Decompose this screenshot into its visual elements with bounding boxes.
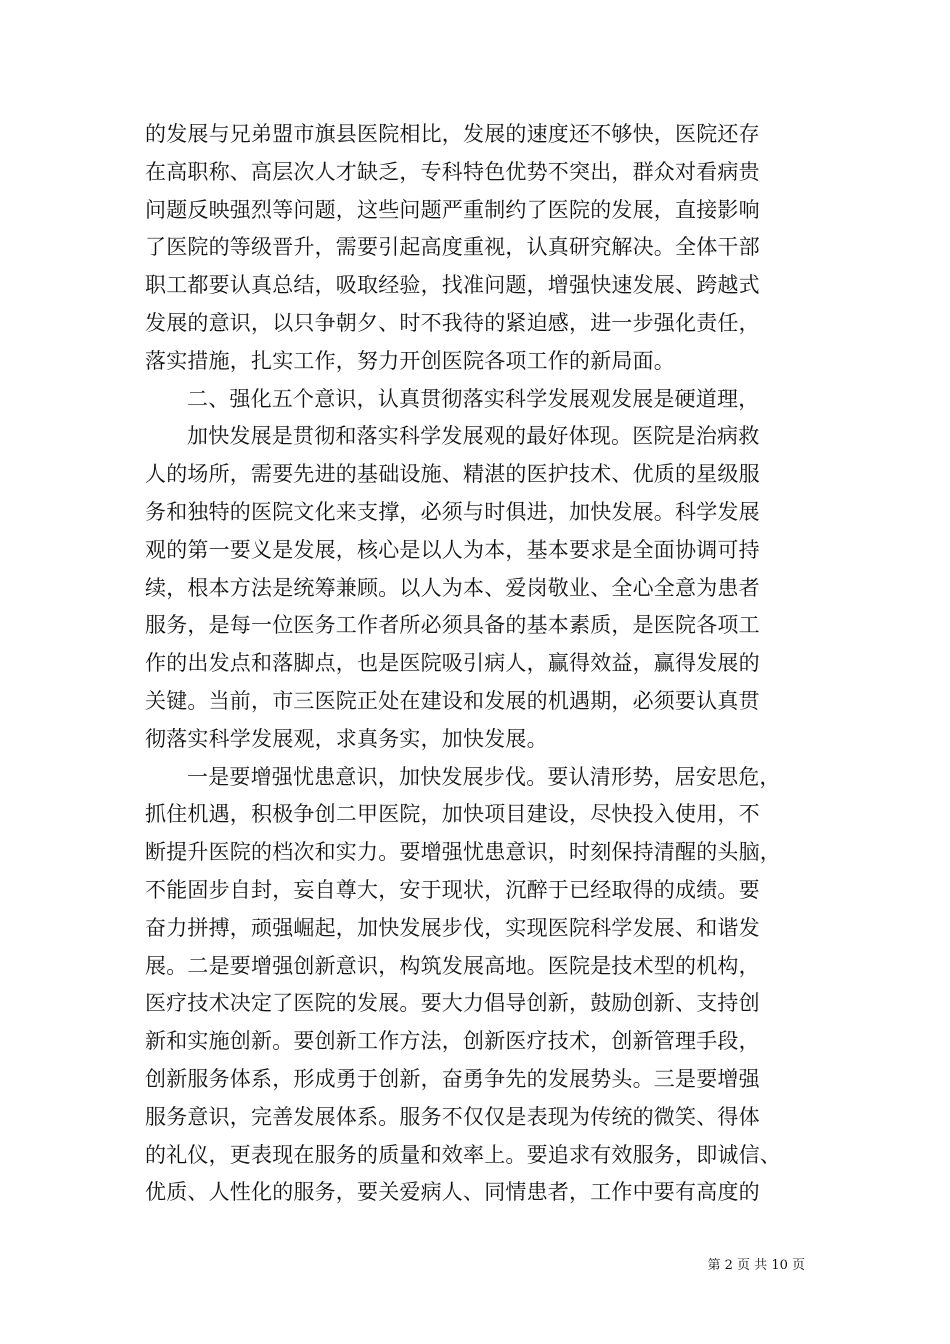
text-line: 彻落实科学发展观，求真务实，加快发展。	[145, 726, 548, 751]
text-line: 创新服务体系，形成勇于创新，奋勇争先的发展势头。三是要增强	[145, 1066, 760, 1091]
text-line: 观的第一要义是发展，核心是以人为本，基本要求是全面协调可持	[145, 537, 760, 562]
section-heading: 二、强化五个意识，认真贯彻落实科学发展观发展是硬道理，	[187, 386, 760, 411]
text-line: 服务，是每一位医务工作者所必须具备的基本素质，是医院各项工	[145, 613, 760, 638]
text-line: 的发展与兄弟盟市旗县医院相比，发展的速度还不够快，医院还存	[145, 122, 760, 146]
document-body	[145, 116, 805, 1212]
text-line: 抓住机遇，积极争创二甲医院，加快项目建设，尽快投入使用，不	[145, 802, 760, 827]
text-line: 关键。当前，市三医院正处在建设和发展的机遇期，必须要认真贯	[145, 688, 760, 713]
text-line: 了医院的等级晋升，需要引起高度重视，认真研究解决。全体干部	[145, 235, 760, 260]
text-line: 问题反映强烈等问题，这些问题严重制约了医院的发展，直接影响	[145, 197, 760, 222]
text-line: 断提升医院的档次和实力。要增强忧患意识，时刻保持清醒的头脑，	[145, 840, 781, 865]
text-line: 落实措施，扎实工作，努力开创医院各项工作的新局面。	[145, 348, 675, 373]
text-line: 职工都要认真总结，吸取经验，找准问题，增强快速发展、跨越式	[145, 273, 760, 298]
text-line: 一是要增强忧患意识，加快发展步伐。要认清形势，居安思危，	[187, 764, 781, 789]
text-line: 服务意识，完善发展体系。服务不仅仅是表现为传统的微笑、得体	[145, 1104, 760, 1129]
text-line: 医疗技术决定了医院的发展。要大力倡导创新，鼓励创新、支持创	[145, 991, 760, 1016]
text-line: 人的场所，需要先进的基础设施、精湛的医护技术、优质的星级服	[145, 462, 760, 487]
text-line: 作的出发点和落脚点，也是医院吸引病人，赢得效益，赢得发展的	[145, 651, 760, 676]
text-line: 优质、人性化的服务，要关爱病人、同情患者，工作中要有高度的	[145, 1180, 760, 1205]
text-line: 不能固步自封，妄自尊大，安于现状，沉醉于已经取得的成绩。要	[145, 877, 760, 902]
text-line: 新和实施创新。要创新工作方法，创新医疗技术，创新管理手段，	[145, 1029, 760, 1054]
text-line: 展。二是要增强创新意识，构筑发展高地。医院是技术型的机构，	[145, 953, 760, 978]
text-line: 务和独特的医院文化来支撑，必须与时俱进，加快发展。科学发展	[145, 499, 760, 524]
page-number-footer: 第 2 页 共 10 页	[707, 1258, 805, 1273]
text-line: 的礼仪，更表现在服务的质量和效率上。要追求有效服务，即诚信、	[145, 1142, 781, 1167]
text-line: 续，根本方法是统筹兼顾。以人为本、爱岗敬业、全心全意为患者	[145, 575, 760, 600]
text-line: 发展的意识，以只争朝夕、时不我待的紧迫感，进一步强化责任，	[145, 310, 760, 335]
text-line: 在高职称、高层次人才缺乏，专科特色优势不突出，群众对看病贵	[145, 159, 760, 184]
text-line: 加快发展是贯彻和落实科学发展观的最好体现。医院是治病救	[187, 424, 760, 449]
text-line: 奋力拼搏，顽强崛起，加快发展步伐，实现医院科学发展、和谐发	[145, 915, 760, 940]
